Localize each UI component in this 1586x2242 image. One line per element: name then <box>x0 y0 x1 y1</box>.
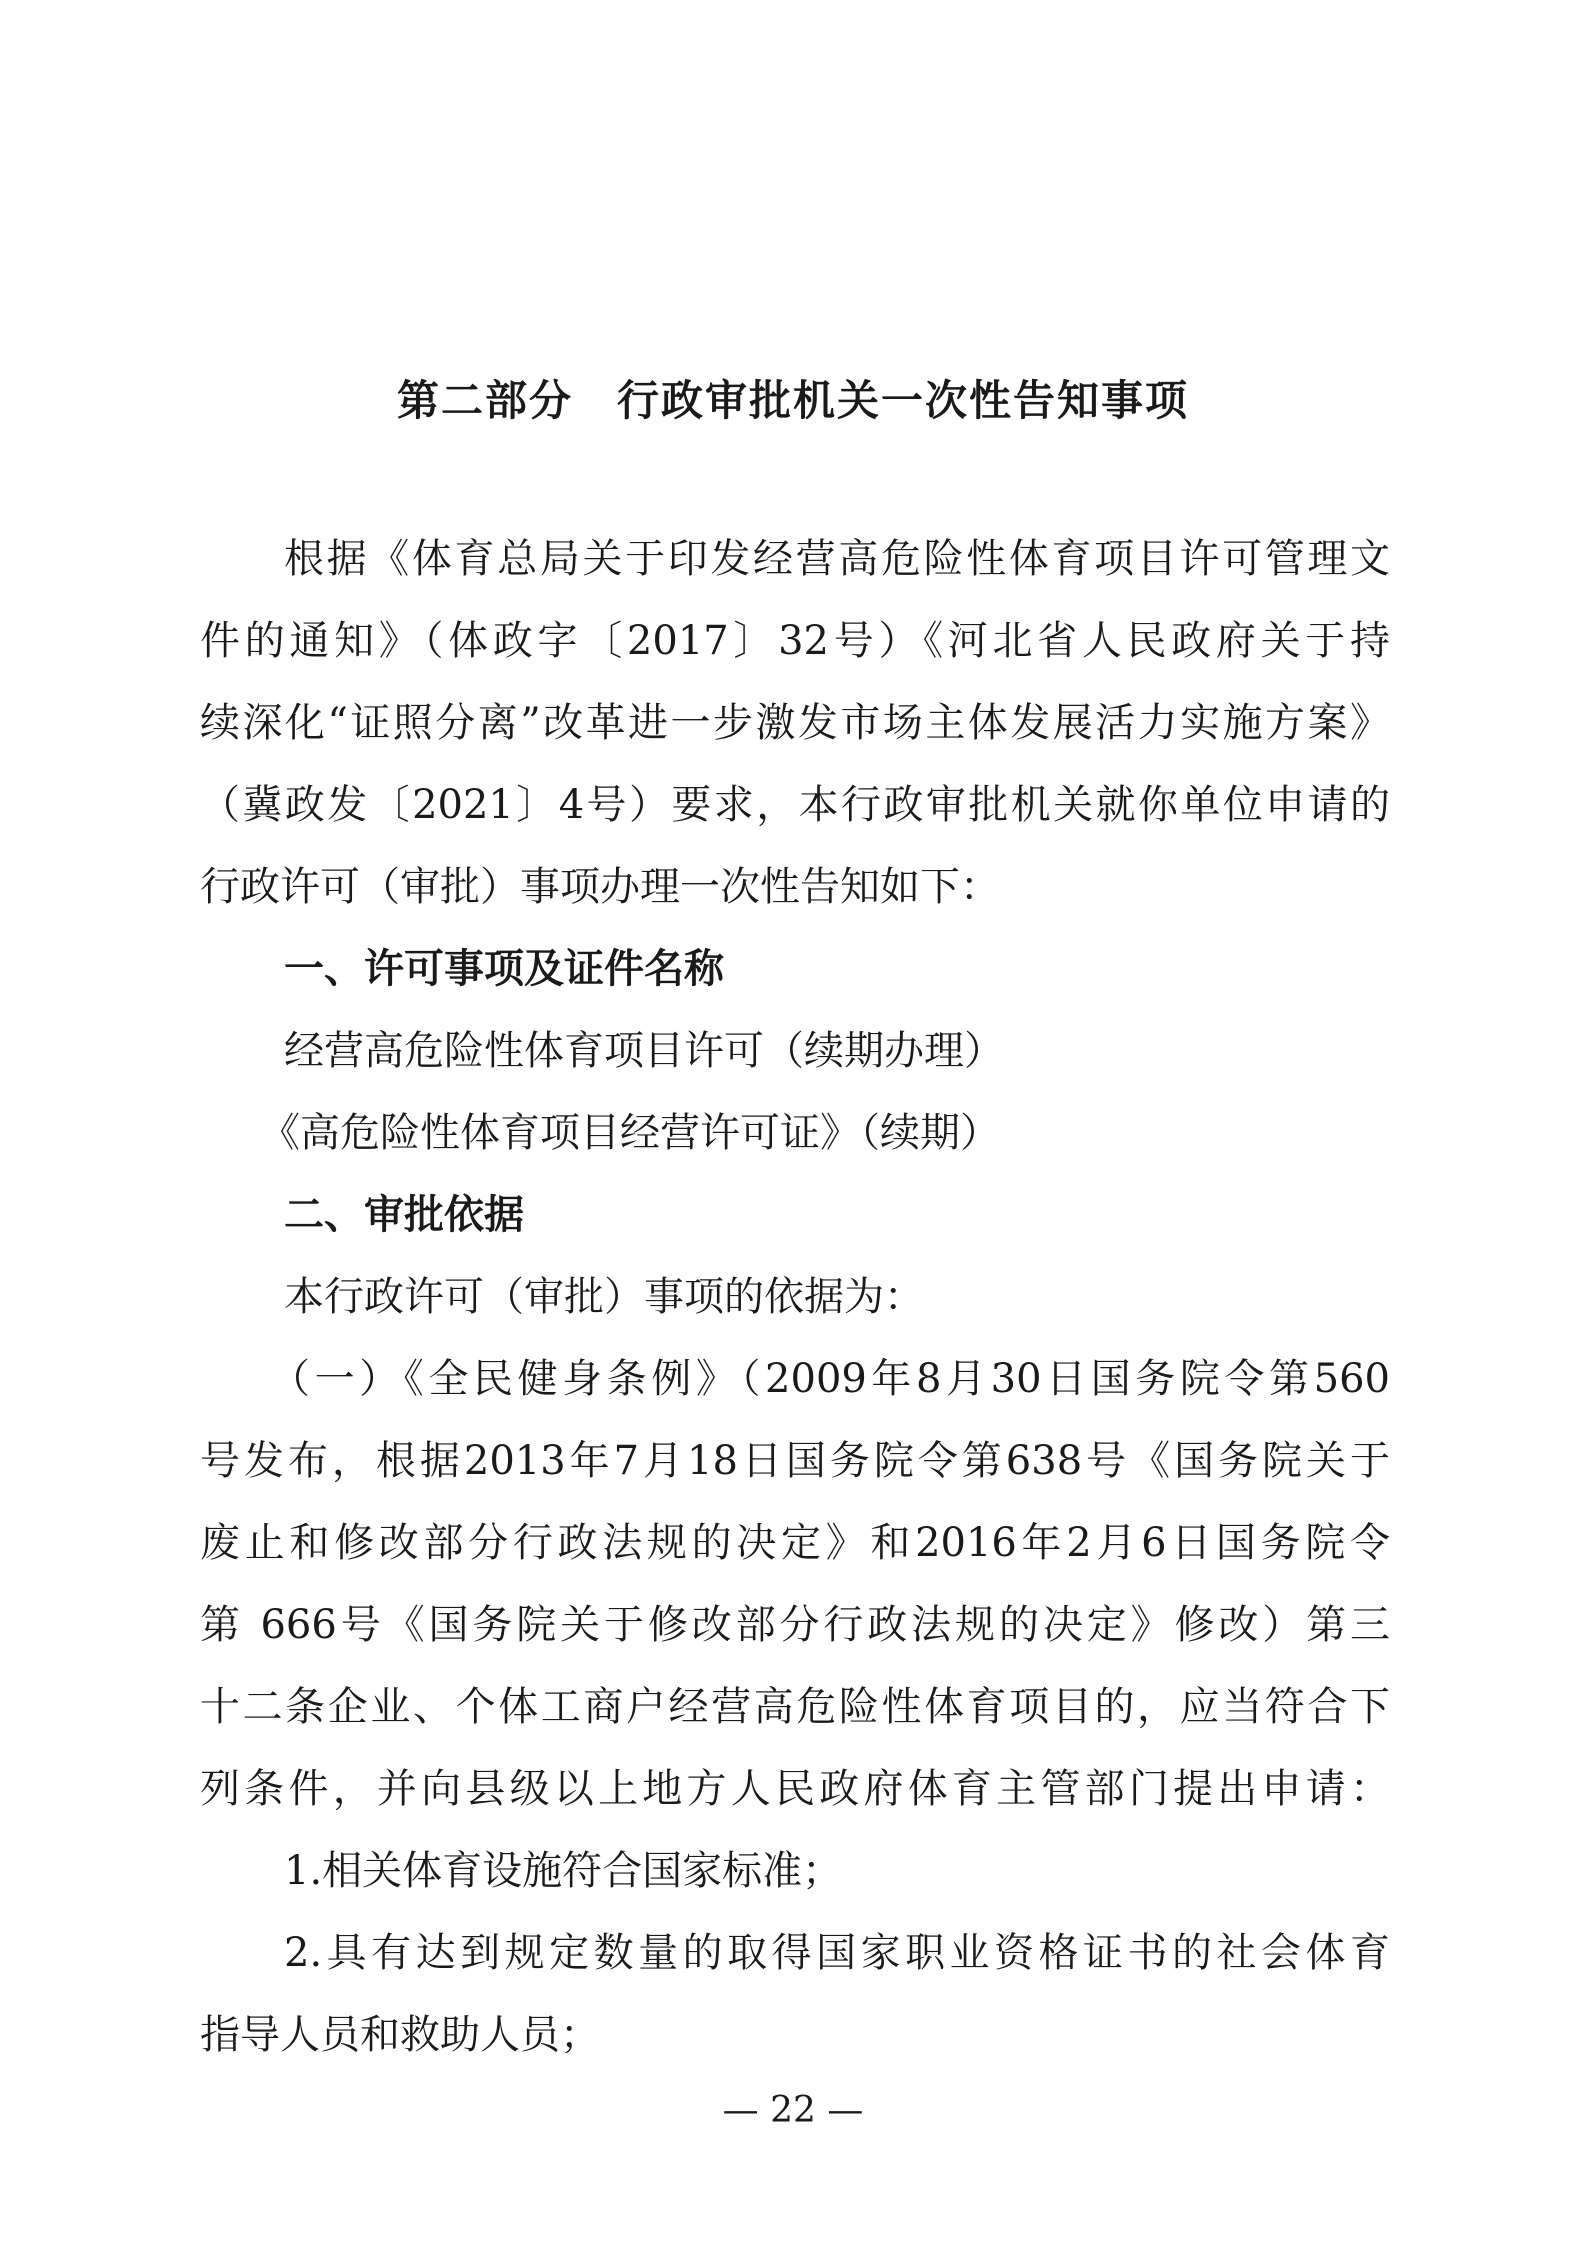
intro-line-5: 行政许可（审批）事项办理一次性告知如下： <box>200 864 1000 910</box>
certificate-name: 《高危险性体育项目经营许可证》（续期） <box>260 1110 1000 1156</box>
page-number: — 22 — <box>722 2090 864 2131</box>
intro-line-4: （冀政发〔2021〕4号）要求，本行政审批机关就你单位申请的 <box>200 782 1390 828</box>
intro-line-3: 续深化“证照分离”改革进一步激发市场主体发展活力实施方案》 <box>200 700 1390 746</box>
basis-lead: 本行政许可（审批）事项的依据为： <box>284 1274 924 1320</box>
basis-line-6: 列条件，并向县级以上地方人民政府体育主管部门提出申请： <box>200 1766 1390 1812</box>
section1-heading: 一、许可事项及证件名称 <box>284 946 724 992</box>
basis-line-1: （一）《全民健身条例》（2009年8月30日国务院令第560 <box>270 1356 1390 1402</box>
condition-1: 1.相关体育设施符合国家标准； <box>284 1848 843 1894</box>
intro-line-2: 件的通知》（体政字〔2017〕32号）《河北省人民政府关于持 <box>200 618 1390 664</box>
intro-line-1: 根据《体育总局关于印发经营高危险性体育项目许可管理文 <box>284 536 1390 582</box>
basis-line-4: 第 666号《国务院关于修改部分行政法规的决定》修改）第三 <box>200 1602 1390 1648</box>
condition-2-line-2: 指导人员和救助人员； <box>200 2012 600 2058</box>
permit-item: 经营高危险性体育项目许可（续期办理） <box>284 1028 1004 1074</box>
page-title: 第二部分 行政审批机关一次性告知事项 <box>396 376 1189 425</box>
basis-line-2: 号发布，根据2013年7月18日国务院令第638号《国务院关于 <box>200 1438 1390 1484</box>
condition-2-line-1: 2.具有达到规定数量的取得国家职业资格证书的社会体育 <box>284 1930 1390 1976</box>
section2-heading: 二、审批依据 <box>284 1192 524 1238</box>
basis-line-3: 废止和修改部分行政法规的决定》和2016年2月6日国务院令 <box>200 1520 1390 1566</box>
basis-line-5: 十二条企业、个体工商户经营高危险性体育项目的，应当符合下 <box>200 1684 1390 1730</box>
document-body <box>200 518 1390 2076</box>
